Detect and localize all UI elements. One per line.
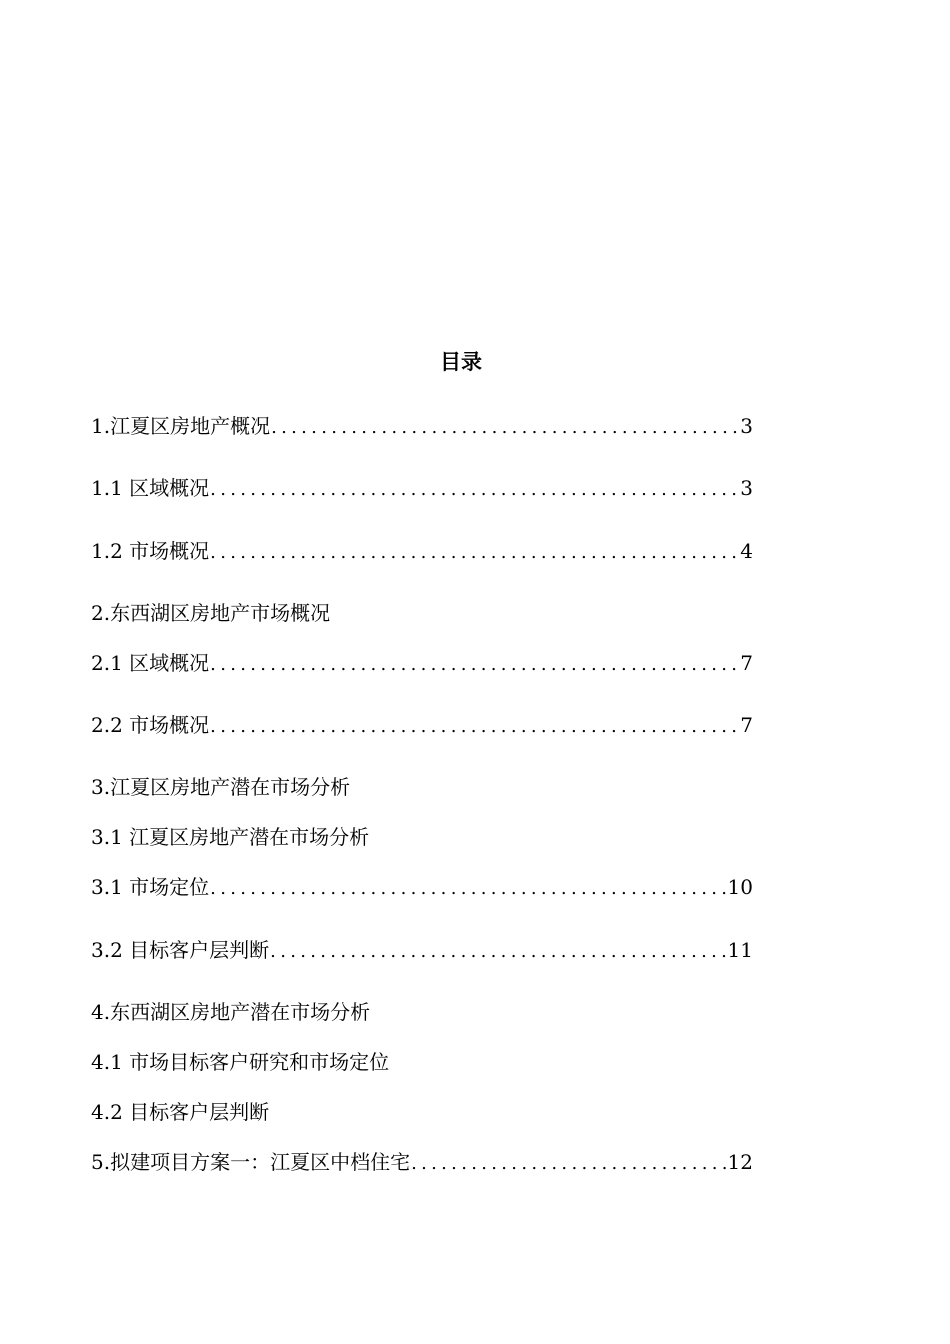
toc-entry[interactable] xyxy=(91,772,753,802)
toc-entry-page: 3 xyxy=(740,414,753,438)
toc-entry-label: 4.1 市场目标客户研究和市场定位 xyxy=(91,1050,390,1074)
toc-entry-page: 3 xyxy=(740,476,753,500)
toc-entry[interactable] xyxy=(91,872,753,902)
toc-entry[interactable] xyxy=(91,935,753,965)
toc-entry-page: 7 xyxy=(740,651,753,675)
toc-entry-label: 4.东西湖区房地产潜在市场分析 xyxy=(91,1000,371,1024)
toc-dot-leader xyxy=(411,1149,725,1179)
toc-entry[interactable] xyxy=(91,473,753,503)
toc-entry-label: 3.2 目标客户层判断 xyxy=(91,938,270,962)
toc-entry[interactable] xyxy=(91,411,753,441)
toc-entry-page: 7 xyxy=(740,713,753,737)
toc-entry[interactable] xyxy=(91,997,753,1027)
toc-entry[interactable] xyxy=(91,710,753,740)
toc-entry-label: 1.江夏区房地产概况 xyxy=(91,414,271,438)
toc-entry-label: 4.2 目标客户层判断 xyxy=(91,1100,270,1124)
toc-entry[interactable] xyxy=(91,1147,753,1177)
toc-dot-leader xyxy=(210,538,738,568)
toc-title: 目录 xyxy=(440,349,482,374)
toc-dot-leader xyxy=(271,413,738,443)
toc-dot-leader xyxy=(210,650,738,680)
toc-entry[interactable] xyxy=(91,648,753,678)
toc-entry-label: 2.东西湖区房地产市场概况 xyxy=(91,601,331,625)
toc-entry-label: 5.拟建项目方案一：江夏区中档住宅 xyxy=(91,1150,411,1174)
toc-entry-label: 1.1 区域概况 xyxy=(91,476,210,500)
toc-entry-page: 4 xyxy=(740,539,753,563)
toc-entry-page: 12 xyxy=(727,1150,753,1174)
toc-entry-label: 2.1 区域概况 xyxy=(91,651,210,675)
toc-entry-page: 10 xyxy=(727,875,753,899)
toc-dot-leader xyxy=(210,712,738,742)
toc-entry[interactable] xyxy=(91,1097,753,1127)
toc-dot-leader xyxy=(210,475,738,505)
toc-entry-page: 11 xyxy=(727,938,753,962)
toc-entry[interactable] xyxy=(91,598,753,628)
toc-entry-label: 3.1 市场定位 xyxy=(91,875,210,899)
toc-entry-label: 3.1 江夏区房地产潜在市场分析 xyxy=(91,825,370,849)
toc-entry[interactable] xyxy=(91,822,753,852)
toc-dot-leader xyxy=(270,937,725,967)
toc-entry-label: 3.江夏区房地产潜在市场分析 xyxy=(91,775,351,799)
toc-entry[interactable] xyxy=(91,536,753,566)
toc-entry-label: 1.2 市场概况 xyxy=(91,539,210,563)
toc-dot-leader xyxy=(210,874,725,904)
toc-entry-label: 2.2 市场概况 xyxy=(91,713,210,737)
toc-entry[interactable] xyxy=(91,1047,753,1077)
